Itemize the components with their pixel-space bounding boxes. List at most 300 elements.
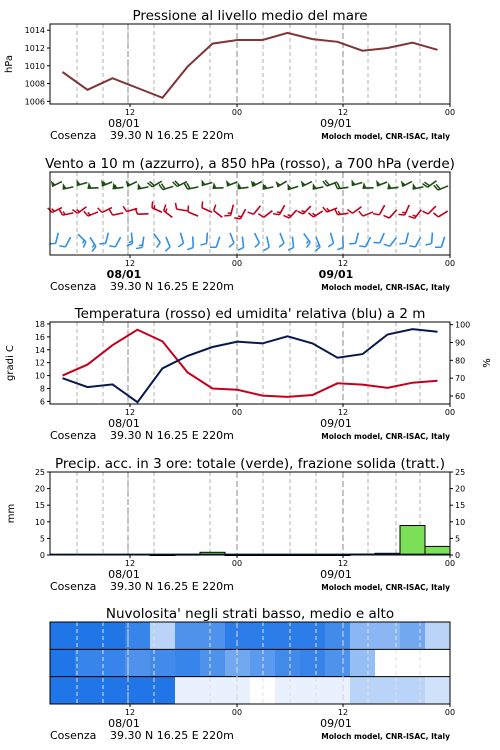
cloud-cell — [325, 649, 350, 676]
y-tick-label: 1014 — [24, 26, 45, 36]
y2-tick-label: 25 — [455, 468, 466, 477]
wind-barb — [74, 234, 88, 247]
barb-pennant — [136, 182, 141, 189]
cloud-cell — [50, 622, 75, 649]
y2-tick-label: 10 — [455, 517, 466, 527]
barb-flag — [409, 244, 415, 249]
barb-flag — [248, 210, 254, 215]
barb-half-flag — [277, 211, 281, 214]
wind-barb — [273, 202, 285, 216]
humidity-line — [63, 329, 438, 402]
cloud-cell — [175, 677, 200, 704]
cloud-cell — [225, 622, 250, 649]
wind-barb — [274, 233, 284, 247]
y-tick-label: 25 — [34, 468, 45, 477]
y-tick-label: 14 — [34, 345, 45, 355]
wind-barb — [433, 206, 447, 218]
barb-flag — [164, 247, 170, 251]
cloud-cell — [350, 622, 375, 649]
barb-shaft — [255, 233, 260, 243]
cloud-cell — [225, 677, 250, 704]
wind-barb — [124, 176, 137, 186]
wind-barb — [212, 182, 223, 188]
y2-tick-label: 20 — [455, 484, 466, 494]
barb-flag — [59, 209, 62, 215]
barb-shaft — [164, 211, 173, 218]
barb-half-flag — [302, 210, 305, 213]
x-tick-label: 00 — [231, 108, 243, 117]
barb-flag — [123, 206, 127, 212]
barb-half-flag — [413, 214, 416, 217]
wind-barb — [212, 205, 226, 218]
location-coords: 39.30 N 16.25 E 220m — [110, 429, 234, 442]
cloud-cell — [300, 622, 325, 649]
wind-barb — [399, 176, 412, 186]
wind-barb — [323, 176, 337, 186]
wind-barb — [411, 181, 423, 189]
panel-2 — [45, 156, 455, 293]
y-tick-label: 10 — [34, 371, 45, 381]
cloud-cell — [375, 622, 400, 649]
plot-frame — [50, 24, 450, 104]
panel-3 — [5, 306, 493, 442]
barb-flag — [200, 243, 206, 245]
x-tick-label: 00 — [231, 408, 243, 417]
wind-row-2 — [48, 201, 448, 220]
barb-pennant — [200, 179, 205, 186]
barb-shaft — [380, 233, 384, 243]
barb-flag — [200, 201, 204, 207]
barb-flag — [425, 243, 431, 245]
cloud-cell — [200, 677, 225, 704]
x-tick-label: 00 — [231, 708, 243, 717]
wind-barb — [187, 237, 193, 250]
barb-pennant — [75, 179, 80, 186]
y-axis-label: hPa — [4, 54, 15, 74]
barb-flag — [98, 207, 102, 213]
barb-shaft — [202, 208, 212, 212]
barb-shaft — [216, 237, 219, 247]
barb-pennant — [311, 182, 316, 189]
wind-barb — [149, 234, 161, 248]
wind-barb — [435, 235, 445, 249]
wind-row-3 — [49, 231, 444, 252]
barb-flag — [238, 247, 244, 250]
barb-shaft — [240, 209, 245, 219]
wind-barb — [373, 231, 384, 245]
wind-barb — [200, 232, 207, 245]
model-credit: Moloch model, CNR-ISAC, Italy — [321, 283, 450, 292]
cloud-cell — [75, 677, 100, 704]
cloud-cell — [325, 677, 350, 704]
cloud-cell — [200, 649, 225, 676]
date-label: 08/01 — [106, 268, 142, 281]
barb-flag — [210, 245, 216, 249]
barb-flag — [323, 206, 327, 212]
location-name: Cosenza — [50, 129, 97, 142]
barb-shaft — [214, 211, 223, 218]
cloud-cell — [425, 649, 450, 676]
barb-shaft — [390, 238, 397, 247]
barb-shaft — [313, 211, 322, 217]
wind-barb — [349, 231, 358, 245]
location-name: Cosenza — [50, 280, 97, 293]
wind-barb — [224, 203, 233, 217]
y-tick-label: 1006 — [24, 97, 45, 107]
wind-barb — [274, 176, 287, 187]
barb-shaft — [242, 237, 243, 248]
wind-barb — [384, 234, 397, 248]
y-tick-label: 8 — [39, 384, 45, 394]
barb-shaft — [379, 205, 384, 215]
barb-flag — [224, 214, 230, 217]
cloud-cell — [125, 622, 150, 649]
cloud-cell — [50, 677, 75, 704]
cloud-cell — [75, 649, 100, 676]
barb-flag — [305, 242, 311, 247]
date-label: 09/01 — [320, 568, 352, 581]
wind-barb — [162, 205, 176, 218]
y-tick-label: 16 — [34, 332, 45, 342]
barb-shaft — [264, 211, 273, 218]
date-label: 08/01 — [108, 568, 140, 581]
x-tick-label: 12 — [124, 408, 136, 417]
cloud-cell — [350, 677, 375, 704]
barb-pennant — [350, 179, 355, 186]
model-credit: Moloch model, CNR-ISAC, Italy — [321, 432, 450, 441]
wind-barb — [409, 206, 422, 220]
barb-shaft — [188, 212, 198, 216]
barb-shaft — [230, 233, 234, 243]
barb-shaft — [207, 233, 208, 244]
y-tick-label: 20 — [34, 484, 45, 494]
wind-barb — [249, 176, 262, 186]
barb-shaft — [154, 234, 160, 243]
chart-title: Nuvolosita' negli strati basso, medio e alto — [105, 606, 395, 622]
barb-pennant — [387, 182, 392, 188]
location-coords: 39.30 N 16.25 E 220m — [110, 129, 234, 142]
barb-flag — [109, 209, 112, 215]
location-coords: 39.30 N 16.25 E 220m — [110, 729, 234, 742]
cloud-cell — [275, 622, 300, 649]
barb-pennant — [362, 182, 366, 188]
x-tick-label: 12 — [337, 408, 349, 417]
barb-shaft — [152, 208, 162, 212]
y-tick-label: 1012 — [24, 44, 45, 53]
barb-flag — [155, 242, 161, 247]
barb-shaft — [432, 233, 433, 244]
x-tick-label: 12 — [124, 559, 136, 568]
barb-flag — [59, 244, 65, 249]
location-coords: 39.30 N 16.25 E 220m — [110, 580, 234, 593]
cloud-cell — [300, 677, 325, 704]
barb-shaft — [405, 205, 409, 215]
wind-barb — [325, 233, 334, 247]
barb-shaft — [115, 237, 120, 247]
date-label: 08/01 — [108, 117, 140, 130]
barb-shaft — [166, 237, 170, 247]
wind-barb — [125, 233, 132, 247]
wind-barb — [299, 176, 312, 186]
wind-barb — [75, 177, 87, 186]
barb-flag — [278, 243, 284, 247]
date-label: 09/01 — [318, 268, 354, 281]
cloud-cell — [300, 649, 325, 676]
x-tick-label: 12 — [337, 259, 349, 268]
y-axis-label: gradi C — [5, 345, 16, 381]
barb-flag — [178, 243, 184, 247]
barb-shaft — [177, 209, 188, 211]
barb-flag — [435, 245, 441, 249]
wind-barb — [150, 201, 164, 212]
x-tick-label: 00 — [231, 559, 243, 568]
x-tick-label: 00 — [444, 259, 456, 268]
barb-flag — [359, 244, 365, 249]
barb-shaft — [441, 237, 444, 247]
barb-flag — [263, 247, 269, 250]
cloud-cell — [75, 622, 100, 649]
barb-flag — [335, 209, 338, 215]
barb-shaft — [303, 206, 311, 214]
wind-barb — [236, 237, 244, 251]
wind-barb — [350, 177, 362, 186]
wind-barb — [323, 202, 337, 212]
wind-barb — [299, 234, 311, 248]
wind-barb — [425, 232, 432, 245]
barb-flag — [136, 247, 142, 250]
cloud-cell — [100, 677, 125, 704]
panel-1 — [4, 8, 455, 142]
wind-barb — [136, 181, 148, 189]
wind-barb — [100, 176, 112, 186]
x-tick-label: 00 — [444, 108, 456, 117]
wind-barb — [398, 203, 409, 217]
y2-tick-label: 70 — [455, 374, 466, 384]
wind-barb — [200, 201, 214, 212]
barb-shaft — [106, 233, 109, 244]
barb-flag — [91, 247, 97, 252]
cloud-cell — [125, 677, 150, 704]
barb-half-flag — [238, 215, 242, 218]
cloud-cell — [200, 622, 225, 649]
barb-flag — [175, 203, 178, 209]
wind-barb — [359, 234, 370, 248]
cloud-cell — [275, 649, 300, 676]
wind-barb — [337, 237, 343, 250]
wind-barb — [234, 206, 245, 220]
x-tick-label: 00 — [444, 708, 456, 717]
location-name: Cosenza — [50, 429, 97, 442]
y-axis-label: mm — [6, 503, 17, 524]
cloud-cell — [375, 649, 400, 676]
panel-4 — [6, 456, 465, 593]
wind-barb — [99, 231, 108, 245]
cloud-cell — [125, 649, 150, 676]
cloud-cell — [175, 649, 200, 676]
date-label: 08/01 — [108, 417, 140, 430]
cloud-cell — [400, 649, 425, 676]
barb-shaft — [56, 233, 59, 244]
cloud-cell — [50, 649, 75, 676]
date-label: 09/01 — [320, 117, 352, 130]
wind-barb — [225, 176, 237, 186]
cloud-cell — [325, 622, 350, 649]
y-tick-label: 18 — [34, 319, 45, 329]
barb-flag — [373, 212, 379, 217]
barb-pennant — [411, 182, 416, 189]
date-label: 08/01 — [108, 717, 140, 730]
y2-tick-label: 100 — [455, 320, 471, 330]
wind-barb — [175, 203, 189, 211]
wind-barb — [186, 206, 200, 217]
wind-barb — [61, 181, 73, 189]
barb-flag — [109, 244, 115, 249]
wind-barb — [210, 235, 220, 249]
barb-flag — [399, 242, 405, 245]
barb-pennant — [61, 182, 66, 189]
barb-shaft — [356, 233, 359, 244]
y2-tick-label: 15 — [455, 501, 466, 511]
barb-flag — [314, 247, 320, 251]
wind-row-1 — [49, 176, 448, 191]
wind-barb — [286, 181, 298, 190]
barb-half-flag — [82, 240, 85, 243]
wind-barb — [249, 233, 260, 247]
cloud-cell — [100, 622, 125, 649]
y2-tick-label: 60 — [455, 391, 466, 401]
cloud-cell — [175, 622, 200, 649]
date-label: 09/01 — [320, 717, 352, 730]
barb-shaft — [406, 233, 409, 244]
wind-barb — [49, 231, 58, 245]
barb-pennant — [237, 182, 242, 188]
barb-flag — [359, 210, 363, 216]
chart-title: Precip. acc. in 3 ore: totale (verde), frazione solida (tratt.) — [55, 456, 445, 472]
barb-half-flag — [165, 209, 168, 212]
cloud-cell — [225, 649, 250, 676]
y2-tick-label: 80 — [455, 356, 466, 366]
pressure-line — [63, 33, 438, 98]
barb-shaft — [292, 237, 293, 248]
chart-title: Pressione al livello medio del mare — [132, 8, 368, 24]
model-credit: Moloch model, CNR-ISAC, Italy — [321, 132, 450, 141]
cloud-cell — [375, 677, 400, 704]
barb-flag — [373, 241, 379, 245]
wind-barb — [383, 206, 396, 220]
barb-flag — [228, 243, 234, 247]
barb-flag — [349, 242, 355, 245]
cloud-cell — [100, 649, 125, 676]
cloud-cell — [400, 622, 425, 649]
y-tick-label: 10 — [34, 517, 45, 527]
cloud-cell — [425, 622, 450, 649]
x-tick-label: 12 — [337, 708, 349, 717]
wind-barb — [373, 202, 385, 216]
chart-title: Temperatura (rosso) ed umidita' relativa (blu) a 2 m — [74, 306, 426, 322]
wind-barb — [59, 234, 70, 248]
wind-barb — [399, 231, 408, 245]
wind-barb — [49, 176, 62, 186]
x-tick-label: 12 — [124, 108, 136, 117]
location-name: Cosenza — [50, 580, 97, 593]
location-name: Cosenza — [50, 729, 97, 742]
y-tick-label: 1008 — [24, 79, 45, 89]
barb-pennant — [212, 182, 216, 188]
barb-flag — [433, 212, 438, 218]
barb-flag — [422, 210, 428, 216]
barb-shaft — [254, 206, 261, 215]
x-tick-label: 12 — [337, 108, 349, 117]
barb-flag — [328, 243, 334, 247]
y2-tick-label: 0 — [455, 551, 461, 560]
y-tick-label: 12 — [34, 358, 45, 368]
y-tick-label: 0 — [39, 551, 45, 560]
wind-barb — [311, 181, 323, 189]
wind-barb — [237, 181, 249, 188]
barb-flag — [383, 214, 389, 220]
y-tick-label: 15 — [34, 501, 45, 511]
wind-barb — [261, 237, 270, 251]
x-tick-label: 12 — [124, 259, 136, 268]
barb-shaft — [428, 206, 436, 214]
barb-shaft — [280, 233, 284, 243]
x-tick-label: 12 — [337, 559, 349, 568]
barb-flag — [308, 212, 313, 218]
wind-barb — [224, 233, 234, 247]
barb-shaft — [267, 237, 269, 248]
x-tick-label: 00 — [444, 408, 456, 417]
barb-shaft — [65, 237, 70, 247]
chart-title: Vento a 10 m (azzurro), a 850 hPa (rosso), a 700 hPa (verde) — [45, 156, 455, 172]
y2-tick-label: 90 — [455, 338, 466, 348]
wind-barb — [375, 176, 387, 186]
model-credit: Moloch model, CNR-ISAC, Italy — [321, 732, 450, 741]
y-tick-label: 6 — [39, 397, 45, 407]
barb-flag — [384, 243, 390, 248]
date-label: 09/01 — [320, 417, 352, 430]
wind-barb — [109, 234, 120, 248]
barb-shaft — [279, 205, 284, 215]
x-tick-label: 00 — [231, 259, 243, 268]
x-tick-label: 12 — [124, 708, 136, 717]
y2-axis-label: % — [482, 358, 493, 368]
y2-tick-label: 5 — [455, 534, 461, 544]
cloud-cell — [350, 649, 375, 676]
barb-shaft — [438, 211, 447, 217]
wind-barb — [136, 236, 144, 250]
barb-pennant — [87, 182, 91, 188]
barb-shaft — [180, 233, 183, 244]
barb-shaft — [330, 233, 333, 244]
barb-pennant — [286, 183, 292, 190]
wind-barb — [160, 237, 170, 251]
barb-flag — [212, 205, 217, 211]
wind-barb — [112, 181, 124, 188]
barb-flag — [288, 247, 294, 250]
model-credit: Moloch model, CNR-ISAC, Italy — [321, 583, 450, 592]
cloud-cell — [400, 677, 425, 704]
barb-shaft — [231, 205, 234, 216]
panel-5 — [50, 606, 455, 742]
barb-flag — [187, 247, 193, 249]
wind-barb — [87, 182, 98, 188]
barb-shaft — [78, 234, 86, 242]
barb-shaft — [90, 237, 96, 246]
y-tick-label: 1010 — [24, 61, 45, 71]
y-tick-label: 5 — [39, 534, 45, 544]
wind-barb — [258, 206, 272, 219]
barb-flag — [254, 243, 260, 247]
